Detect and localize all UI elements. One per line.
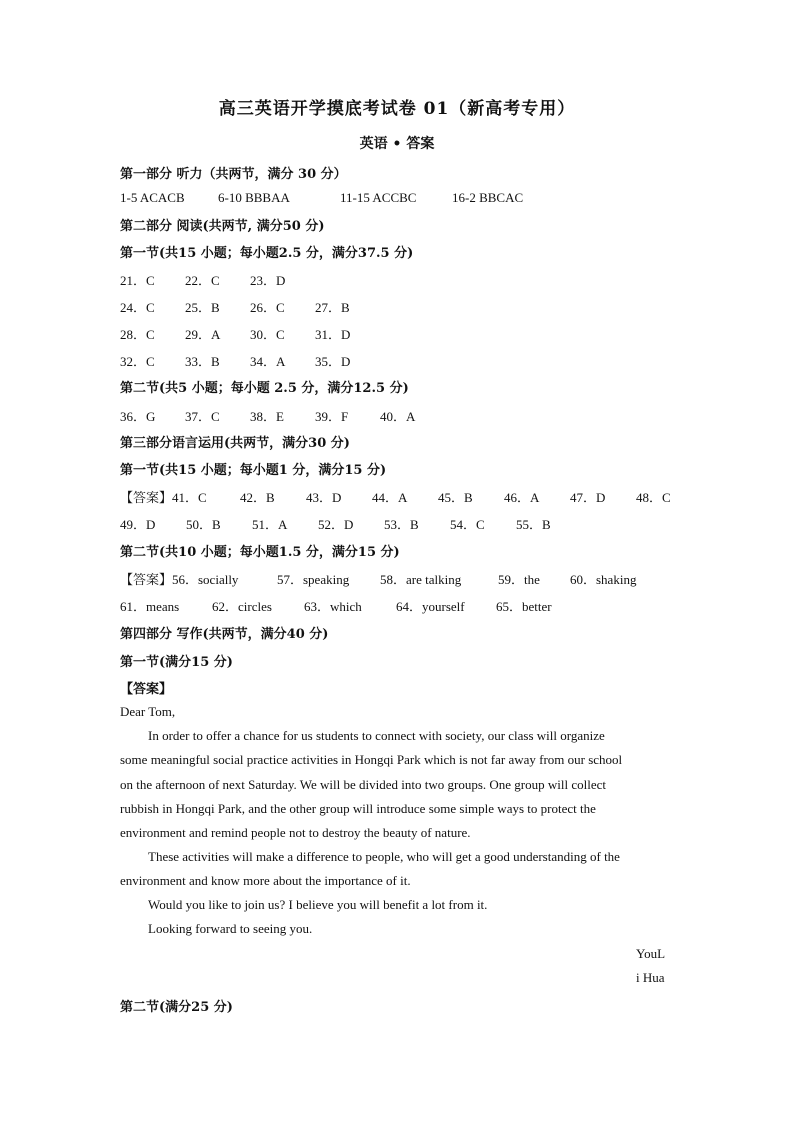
answer-item: 55．B: [516, 517, 551, 532]
answer-item: 44．A: [372, 490, 408, 505]
answer-item: 【答案】41．C: [120, 490, 207, 505]
answer-item: 43．D: [306, 490, 342, 505]
letter-signature: i Hua: [636, 970, 665, 985]
answer-item: 34．A: [250, 354, 286, 369]
answer-item: 60．shaking: [570, 572, 637, 587]
part1-heading: 第一部分 听力（共两节，满分 30 分）: [120, 167, 347, 182]
answer-item: 36．G: [120, 409, 156, 424]
page-title: 高三英语开学摸底考试卷 01（新高考专用）: [218, 99, 576, 119]
answer-item: 64．yourself: [396, 599, 465, 614]
answer-item: 45．B: [438, 490, 473, 505]
page-subtitle: 英语 • 答案: [359, 136, 435, 152]
answer-item: 39．F: [315, 409, 349, 424]
answer-item: 63．which: [304, 599, 362, 614]
answer-group: 6-10 BBBAA: [218, 190, 290, 205]
answer-item: 37．C: [185, 409, 220, 424]
answer-item: 61．means: [120, 599, 180, 614]
answer-group: 11-15 ACCBC: [340, 190, 417, 205]
answer-item: 29．A: [185, 327, 221, 342]
answer-item: 46．A: [504, 490, 540, 505]
answer-item: 26．C: [250, 300, 285, 315]
part2-section1-heading: 第一节(共15 小题；每小题2.5 分，满分37.5 分): [120, 246, 414, 261]
letter-greeting: Dear Tom,: [120, 704, 176, 719]
answer-item: 22．C: [185, 273, 220, 288]
answer-item: 54．C: [450, 517, 485, 532]
letter-line: Would you like to join us? I believe you will benefit a lot from it.: [148, 897, 488, 912]
letter-line: environment and know more about the importance of it.: [120, 873, 411, 888]
answer-item: 58．are talking: [380, 572, 462, 587]
answer-item: 51．A: [252, 517, 288, 532]
answer-group: 1-5 ACACB: [120, 190, 185, 205]
letter-line: on the afternoon of next Saturday. We will be divided into two groups. One group will collect: [120, 777, 606, 792]
letter-line: some meaningful social practice activities in Hongqi Park which is not far away from our school: [120, 752, 623, 767]
part4-section1-heading: 第一节(满分15 分): [120, 655, 233, 670]
answer-item: 27．B: [315, 300, 350, 315]
answer-item: 48．C: [636, 490, 671, 505]
answer-item: 28．C: [120, 327, 155, 342]
answer-item: 40．A: [380, 409, 416, 424]
answer-item: 35．D: [315, 354, 351, 369]
answer-item: 38．E: [250, 409, 284, 424]
answer-item: 65．better: [496, 599, 552, 614]
answer-item: 50．B: [186, 517, 221, 532]
answer-item: 25．B: [185, 300, 220, 315]
answer-item: 49．D: [120, 517, 156, 532]
answer-item: 23．D: [250, 273, 286, 288]
letter-signature: YouL: [636, 946, 666, 961]
letter-line: rubbish in Hongqi Park, and the other group will introduce some simple ways to protect the: [120, 801, 596, 816]
answer-item: 53．B: [384, 517, 419, 532]
letter-line: Looking forward to seeing you.: [148, 921, 313, 936]
answer-item: 52．D: [318, 517, 354, 532]
part4-heading: 第四部分 写作(共两节，满分40 分): [120, 627, 329, 642]
answer-item: 59．the: [498, 572, 540, 587]
part3-section1-heading: 第一节(共15 小题；每小题1 分，满分15 分): [120, 463, 387, 478]
answer-item: 47．D: [570, 490, 606, 505]
answer-item: 24．C: [120, 300, 155, 315]
part4-section2-heading: 第二节(满分25 分): [120, 1000, 233, 1015]
part3-heading: 第三部分语言运用(共两节，满分30 分): [120, 436, 350, 451]
answer-item: 62．circles: [212, 599, 272, 614]
answer-item: 57．speaking: [277, 572, 350, 587]
answer-item: 31．D: [315, 327, 351, 342]
answer-item: 42．B: [240, 490, 275, 505]
letter-line: These activities will make a difference to people, who will get a good understanding of the: [148, 849, 620, 864]
answer-group: 16-2 BBCAC: [452, 190, 524, 205]
answer-item: 21．C: [120, 273, 155, 288]
answer-item: 30．C: [250, 327, 285, 342]
part2-section2-heading: 第二节(共5 小题；每小题 2.5 分，满分12.5 分): [120, 381, 409, 396]
part2-heading: 第二部分 阅读(共两节, 满分50 分): [120, 219, 325, 234]
answer-label: 【答案】: [120, 682, 173, 697]
answer-item: 【答案】56．socially: [120, 572, 239, 587]
answer-item: 33．B: [185, 354, 220, 369]
letter-line: In order to offer a chance for us students to connect with society, our class will organize: [148, 728, 605, 743]
part3-section2-heading: 第二节(共10 小题；每小题1.5 分，满分15 分): [120, 545, 400, 560]
letter-line: environment and remind people not to destroy the beauty of nature.: [120, 825, 471, 840]
answer-item: 32．C: [120, 354, 155, 369]
